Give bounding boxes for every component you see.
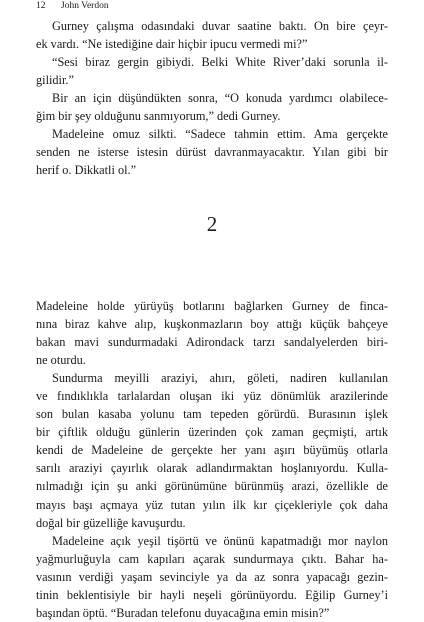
text-line: bakan mavi sundurmadaki Adirondack tarzı sandalyelerden biri- — [36, 335, 388, 350]
text-line: Sundurma meyilli araziyi, ahırı, göleti, nadiren kullanılan — [52, 371, 388, 386]
text-line: herif o. Dikkatli ol.” — [36, 163, 137, 178]
text-line: Bir an için düşündükten sonra, “O konuda yardımcı olabilece- — [52, 91, 388, 106]
text-line: mayıs başı açmaya yüz tutan yılın ilk kır çiçekleriyle çok daha — [36, 497, 388, 512]
text-line: senden ne isterse istesin dürüst davranmayacaktır. Yılan gibi bir — [36, 145, 388, 160]
text-line: sarılı araziyi çayırlık olarak adlandırmaktan hoşlanıyordu. Kulla- — [36, 461, 388, 476]
text-line: gilidir.” — [36, 73, 74, 88]
text-line: Madeleine omuz silkti. “Sadece tahmin ettim. Ama gerçekte — [52, 127, 388, 142]
text-line: Gurney çalışma odasındaki duvar saatine baktı. On bire çeyr- — [52, 19, 388, 33]
text-line: bir çiftlik olduğu günlerin üzerinden çok zaman geçmişti, artık — [36, 425, 388, 440]
paragraph — [36, 369, 388, 531]
text-line: vasının verdiği yaşam sevinciyle ya da az sonra yapacağı gezin- — [36, 569, 388, 584]
paragraph — [36, 53, 388, 89]
text-line: “Sesi biraz gergin gibiydi. Belki White River’daki sorunla il- — [52, 55, 388, 70]
text-line: ne oturdu. — [36, 353, 86, 368]
page-number: 12 — [36, 1, 46, 11]
text-block-bottom — [36, 297, 388, 622]
text-line: yağmurluğuyla cam kapıları açarak sundurmaya çıktı. Bahar ha- — [36, 551, 388, 566]
text-line: tinin beklentisiyle bir hayli neşeli görünüyordu. Eğilip Gurney’i — [36, 587, 388, 602]
text-line: nılmadığı için şu anki görünümüne bürünmüş arazi, özellikle de — [36, 479, 388, 494]
text-line: ek vardı. “Ne istediğine dair hiçbir ipucu vermedi mi?” — [36, 37, 308, 52]
text-line: Madeleine açık yeşil tişörtü ve önünü kapatmadığı mor naylon — [52, 533, 388, 548]
paragraph — [36, 125, 388, 179]
text-line: ve fındıklıkla tarlalardan oluşan iki yüz dönümlük arazilerinde — [36, 389, 388, 404]
author-name: John Verdon — [61, 1, 109, 11]
text-line: başından öptü. “Buradan telefonu duyacağına emin misin?” — [36, 605, 330, 620]
running-head — [36, 0, 388, 16]
chapter-number: 2 — [206, 212, 218, 236]
text-line: doğal bir güzelliğe kavuşurdu. — [36, 515, 186, 530]
text-line: son bulan kasaba yolunu tam tepeden görürdü. Burasının işlek — [36, 407, 388, 422]
text-line: Madeleine holde yürüyüş botlarını bağlarken Gurney de finca- — [36, 299, 388, 313]
text-block-top — [36, 17, 388, 179]
text-line: ğim bir şey olduğunu sanmıyorum,” dedi Gurney. — [36, 109, 281, 124]
paragraph — [36, 89, 388, 125]
text-line: kendi de Madeleine de gerçekte her yanı aşırı büyümüş otlarla — [36, 443, 388, 458]
paragraph — [36, 532, 388, 622]
text-line: nına biraz kahve alıp, kuşkonmazların boy attığı küçük bahçeye — [36, 317, 388, 332]
paragraph — [36, 17, 388, 53]
paragraph — [36, 297, 388, 369]
